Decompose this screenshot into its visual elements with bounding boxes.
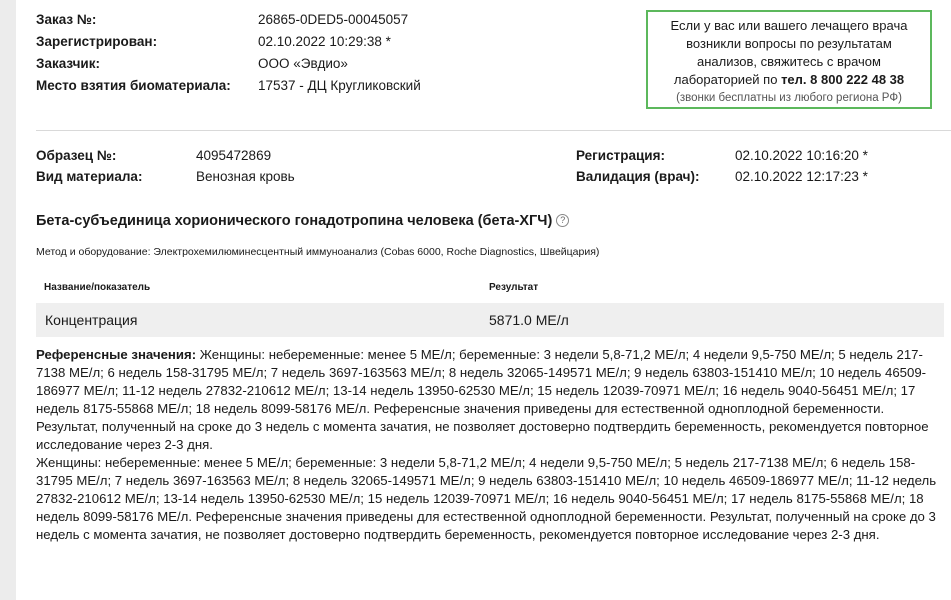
result-name: Концентрация: [45, 312, 138, 328]
help-icon[interactable]: ?: [556, 214, 569, 227]
results-header-result: Результат: [489, 282, 539, 293]
contact-info-box: [646, 10, 932, 109]
sample-registration-label: Регистрация:: [576, 148, 665, 163]
reference-label: Референсные значения:: [36, 347, 197, 362]
info-line-3: анализов, свяжитесь с врачом: [697, 54, 881, 69]
info-line-4-prefix: лабораторией по: [673, 72, 782, 87]
sample-registration-row: [576, 145, 936, 167]
order-registered-label: Зарегистрирован:: [36, 34, 158, 49]
test-method: Метод и оборудование: Электрохемилюминесцентный иммуноанализ (Cobas 6000, Roche Diagnostics, Швейцария): [36, 246, 600, 258]
sample-validation-row: [576, 166, 936, 188]
table-row: [36, 303, 944, 337]
phone-number[interactable]: тел. 8 800 222 48 38: [781, 72, 905, 87]
order-registered-value: 02.10.2022 10:29:38 *: [258, 34, 391, 49]
order-number-label: Заказ №:: [36, 12, 97, 27]
section-divider: [36, 130, 951, 131]
info-line-4: [648, 71, 930, 89]
test-title-text: Бета-субъединица хорионического гонадотропина человека (бета-ХГЧ): [36, 213, 553, 229]
result-value: 5871.0 МЕ/л: [489, 312, 569, 328]
order-customer-value: ООО «Эвдио»: [258, 56, 348, 71]
report-sheet: [16, 0, 951, 600]
sample-validation-value: 02.10.2022 12:17:23 *: [735, 169, 868, 184]
reference-text-1: Женщины: небеременные: менее 5 МЕ/л; беременные: 3 недели 5,8-71,2 МЕ/л; 4 недели 9,5-750 МЕ/л; 5 недель 217-7138 МЕ/л; 6 недель 158-31795 МЕ/л; 7 недель 3697-163563 МЕ/л; 8 недель 32065-149571 МЕ/л; 9 недель 63803-151410 МЕ/л; 10 недель 46509-186977 МЕ/л; 11-12 недель 27832-210612 МЕ/л; 13-14 недель 13950-62530 МЕ/л; 15 недель 12039-70971 МЕ/л; 16 недель 9040-56451 МЕ/л; 17 недель 8175-55868 МЕ/л; 18 недель 8099-58176 МЕ/л. Референсные значения приведены для естественной одноплодной беременности. Результат, полученный на сроке до 3 недель с момента зачатия, не позволяет достоверно подтвердить беременность, рекомендуется повторное исследование через 2-3 дня.: [36, 347, 929, 452]
reference-values: [36, 346, 941, 544]
reference-paragraph-1: [36, 346, 941, 454]
order-site-value: 17537 - ДЦ Кругликовский: [258, 78, 421, 93]
order-number-value: 26865-0DED5-00045057: [258, 12, 409, 27]
sample-registration-value: 02.10.2022 10:16:20 *: [735, 148, 868, 163]
sample-id-value: 4095472869: [196, 148, 272, 163]
sample-id-row: [36, 145, 596, 167]
reference-paragraph-2: Женщины: небеременные: менее 5 МЕ/л; беременные: 3 недели 5,8-71,2 МЕ/л; 4 недели 9,5-750 МЕ/л; 5 недель 217-7138 МЕ/л; 6 недель 158-31795 МЕ/л; 7 недель 3697-163563 МЕ/л; 8 недель 32065-149571 МЕ/л; 9 недель 63803-151410 МЕ/л; 10 недель 46509-186977 МЕ/л; 11-12 недель 27832-210612 МЕ/л; 13-14 недель 13950-62530 МЕ/л; 15 недель 12039-70971 МЕ/л; 16 недель 9040-56451 МЕ/л; 17 недель 8175-55868 МЕ/л; 18 недель 8099-58176 МЕ/л. Референсные значения приведены для естественной одноплодной беременности. Результат, полученный на сроке до 3 недель с момента зачатия, не позволяет достоверно подтвердить беременность, рекомендуется повторное исследование через 2-3 дня.: [36, 455, 937, 542]
test-title: [36, 213, 569, 229]
info-line-1: Если у вас или вашего лечащего врача: [670, 18, 908, 33]
sample-material-label: Вид материала:: [36, 169, 143, 184]
sample-material-value: Венозная кровь: [196, 169, 295, 184]
info-line-2: возникли вопросы по результатам: [686, 36, 892, 51]
sample-validation-label: Валидация (врач):: [576, 169, 700, 184]
free-call-note: (звонки бесплатны из любого региона РФ): [676, 92, 902, 104]
order-site-label: Место взятия биоматериала:: [36, 78, 231, 93]
order-customer-label: Заказчик:: [36, 56, 100, 71]
results-header-name: Название/показатель: [44, 282, 151, 293]
sample-material-row: [36, 166, 596, 188]
sample-id-label: Образец №:: [36, 148, 117, 163]
